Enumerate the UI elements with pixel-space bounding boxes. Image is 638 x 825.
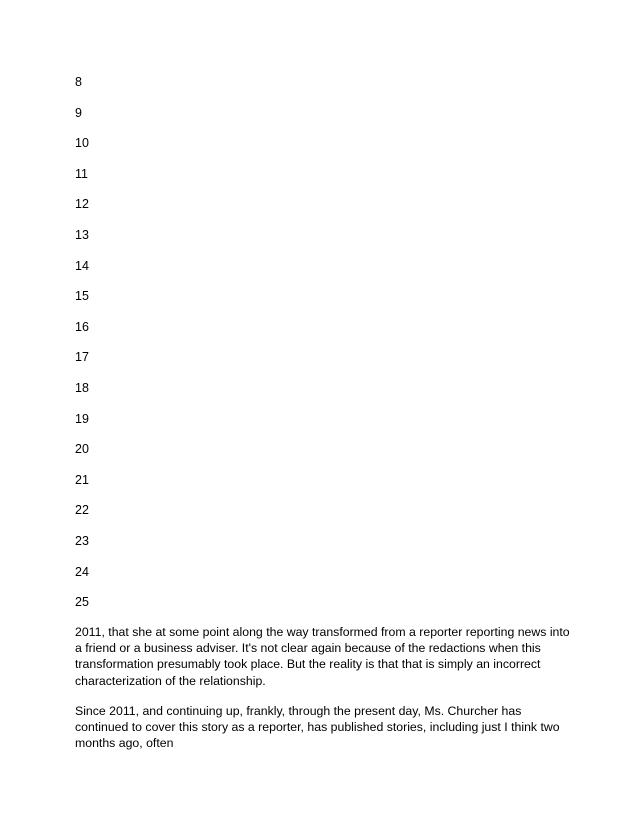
line-number: 14 [75, 258, 89, 273]
line-number: 12 [75, 197, 89, 212]
line-number: 11 [75, 166, 88, 181]
line-number: 24 [75, 564, 89, 579]
line-number-column [75, 72, 89, 623]
transcript-body [75, 624, 575, 765]
line-number: 25 [75, 595, 89, 610]
line-number: 9 [75, 105, 82, 120]
line-number: 19 [75, 411, 89, 426]
line-number: 10 [75, 136, 89, 151]
line-number: 20 [75, 442, 89, 457]
line-number: 18 [75, 380, 89, 395]
line-number: 15 [75, 289, 89, 304]
transcript-paragraph: 2011, that she at some point along the way transformed from a reporter reporting news into a friend or a business adviser. It's not clear again because of the redactions when this transformation presumably took place. But the reality is that that is simply an incorrect characterization of the relationship. [75, 625, 570, 688]
line-number: 13 [75, 227, 89, 242]
line-number: 22 [75, 503, 89, 518]
line-number: 8 [75, 75, 82, 89]
line-number: 23 [75, 533, 89, 548]
line-number: 21 [75, 472, 89, 487]
line-number: 17 [75, 350, 89, 365]
line-number: 16 [75, 319, 89, 334]
transcript-paragraph: Since 2011, and continuing up, frankly, through the present day, Ms. Churcher has continued to cover this story as a reporter, has published stories, including just I think two months ago, often [75, 703, 560, 751]
